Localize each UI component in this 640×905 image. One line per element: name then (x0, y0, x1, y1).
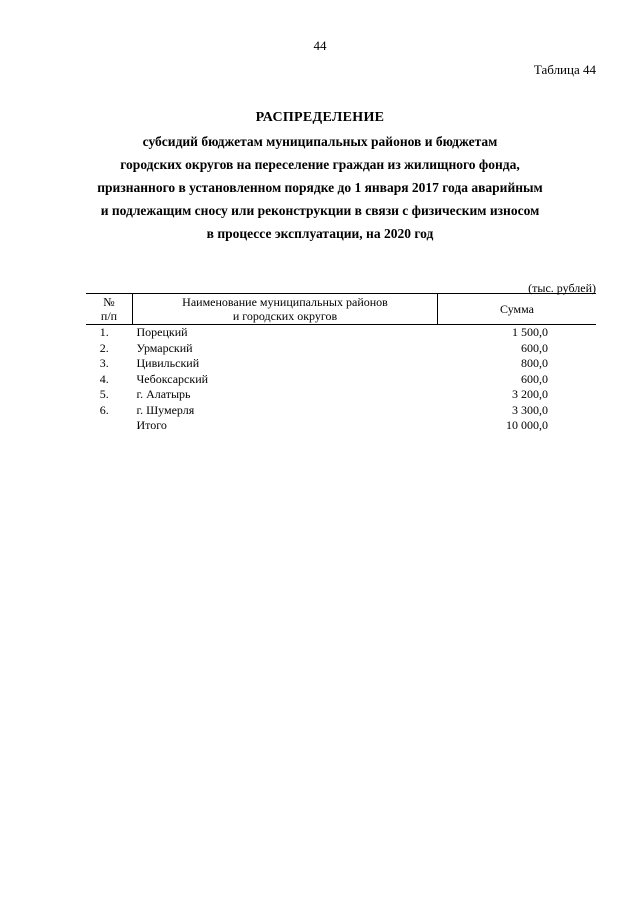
row-sum: 600,0 (521, 340, 548, 355)
header-number-line2: п/п (100, 309, 118, 323)
table-row (86, 341, 596, 357)
units-note: (тыс. рублей) (528, 281, 596, 295)
total-row (86, 418, 596, 434)
heading-title: РАСПРЕДЕЛЕНИЕ (255, 110, 385, 125)
row-name: Порецкий (136, 325, 188, 339)
row-number: 2. (99, 340, 109, 355)
row-name: г. Шумерля (136, 402, 195, 417)
page-number: 44 (313, 38, 327, 53)
row-sum: 3 300,0 (512, 402, 548, 417)
row-number: 3. (99, 356, 109, 370)
heading-line: субсидий бюджетам муниципальных районов и бюджетам (142, 134, 498, 149)
row-number: 4. (99, 371, 109, 386)
header-name (133, 294, 438, 325)
row-sum: 1 500,0 (512, 325, 548, 339)
row-name: Чебоксарский (136, 371, 209, 386)
total-number (86, 418, 133, 434)
distribution-table (86, 293, 596, 434)
table-label: Таблица 44 (533, 62, 596, 77)
table-header-row (86, 294, 596, 325)
heading-line: в процессе эксплуатации, на 2020 год (206, 226, 434, 241)
header-sum: Сумма (438, 294, 597, 325)
row-sum: 600,0 (521, 371, 548, 386)
header-name-line1: Наименование муниципальных районов (182, 295, 388, 309)
header-number (86, 294, 133, 325)
heading-line: признанного в установленном порядке до 1 января 2017 года аварийным (97, 180, 543, 195)
row-number: 5. (99, 387, 109, 401)
table-row (86, 356, 596, 372)
row-name: Урмарский (136, 340, 193, 355)
total-label: Итого (136, 418, 167, 432)
header-number-line1: № (103, 295, 115, 309)
table-row (86, 325, 596, 341)
table-row (86, 372, 596, 388)
row-sum: 800,0 (521, 356, 548, 370)
row-sum: 3 200,0 (512, 387, 548, 401)
row-number: 1. (99, 325, 109, 339)
row-name: г. Алатырь (136, 387, 191, 401)
heading-line: городских округов на переселение граждан из жилищного фонда, (120, 157, 520, 172)
table-row (86, 387, 596, 403)
document-heading (60, 110, 580, 245)
total-sum: 10 000,0 (506, 418, 548, 432)
header-name-line2: и городских округов (232, 309, 338, 323)
table-row (86, 403, 596, 419)
row-number: 6. (99, 402, 109, 417)
heading-line: и подлежащим сносу или реконструкции в связи с физическим износом (100, 203, 540, 218)
row-name: Цивильский (136, 356, 200, 370)
